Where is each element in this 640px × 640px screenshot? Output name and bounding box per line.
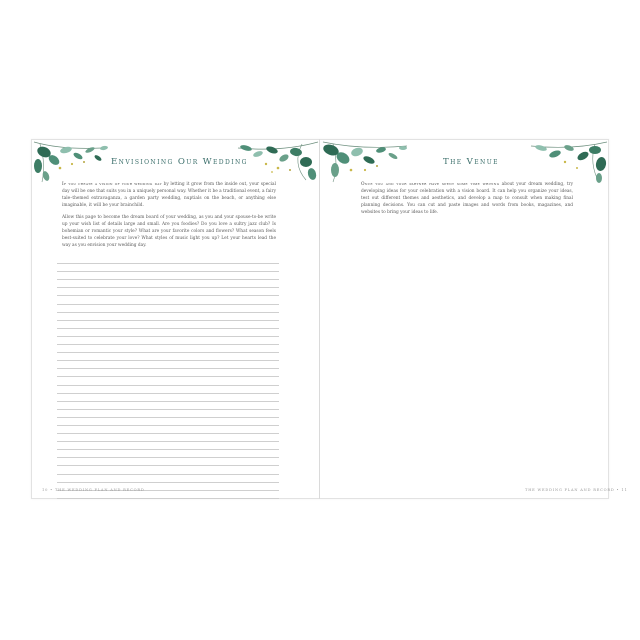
eucalyptus-corner-right-page-left-icon	[321, 140, 411, 186]
writing-line[interactable]	[57, 305, 279, 313]
writing-line[interactable]	[57, 264, 279, 272]
writing-line[interactable]	[57, 386, 279, 394]
writing-line[interactable]	[57, 475, 279, 483]
book-spread	[31, 139, 628, 499]
writing-line[interactable]	[57, 458, 279, 466]
writing-line[interactable]	[57, 345, 279, 353]
venue-body-text: about your dream wedding, try developing ideas for your celebration with a vision board. It can help you organize your ideas, test out different themes and aesthetics, and develop a map to consult when making final planning decisions. You can cut and paste images and words from books, magazines, and websites to bring your ideas to life.	[361, 182, 574, 215]
right-page	[321, 140, 628, 500]
writing-line[interactable]	[57, 418, 279, 426]
writing-line[interactable]	[57, 256, 279, 264]
intro-paragraph	[62, 182, 276, 210]
venue-lead-text: Once you and your partner have spent some time writing	[361, 182, 500, 187]
page-title: Envisioning Our Wedding	[111, 157, 248, 167]
writing-line[interactable]	[57, 394, 279, 402]
writing-line[interactable]	[57, 353, 279, 361]
writing-line[interactable]	[57, 280, 279, 288]
writing-line[interactable]	[57, 321, 279, 329]
writing-line[interactable]	[57, 361, 279, 369]
writing-line[interactable]	[57, 450, 279, 458]
writing-line[interactable]	[57, 313, 279, 321]
writing-line[interactable]	[57, 337, 279, 345]
page-folio-left: 10 • THE WEDDING PLAN AND RECORD	[42, 488, 145, 492]
writing-line[interactable]	[57, 369, 279, 377]
intro-lead-text: If you create a vision of your wedding day	[62, 182, 162, 187]
writing-line[interactable]	[57, 410, 279, 418]
writing-line[interactable]	[57, 377, 279, 385]
writing-line[interactable]	[57, 288, 279, 296]
eucalyptus-corner-left-icon	[32, 140, 112, 186]
left-page	[32, 140, 320, 500]
writing-line[interactable]	[57, 426, 279, 434]
page-folio-right: THE WEDDING PLAN AND RECORD • 11	[525, 488, 628, 492]
writing-line[interactable]	[57, 466, 279, 474]
page-title: The Venue	[443, 157, 499, 167]
writing-line[interactable]	[57, 329, 279, 337]
page-gutter	[319, 139, 320, 499]
instructions-paragraph: Allow this page to become the dream board of your wedding, as you and your spouse-to-be write up your wish list of details large and small. Are you foodies? Do you love a sultry jazz club? Is bohemian or romantic your style? What are your favorite colors and flowers? What season feels best-suited to celebrate your love? What styles of music light you up? Let your hearts lead the way as you envision your wedding day.	[62, 215, 276, 248]
writing-line[interactable]	[57, 442, 279, 450]
intro-body-text: by letting it grow from the inside out, your special day will be one that suits you in a uniquely personal way. Whether it be a traditional event, a fairy tale–themed extravaganza, a garden party wedding, nuptials on the beach, or anything else imaginable, it will be your brainchild.	[62, 182, 276, 208]
eucalyptus-corner-right-icon	[527, 140, 609, 184]
writing-line[interactable]	[57, 402, 279, 410]
writing-line[interactable]	[57, 434, 279, 442]
writing-line[interactable]	[57, 296, 279, 304]
writing-lines[interactable]	[57, 256, 279, 499]
venue-paragraph	[361, 182, 573, 217]
writing-line[interactable]	[57, 272, 279, 280]
